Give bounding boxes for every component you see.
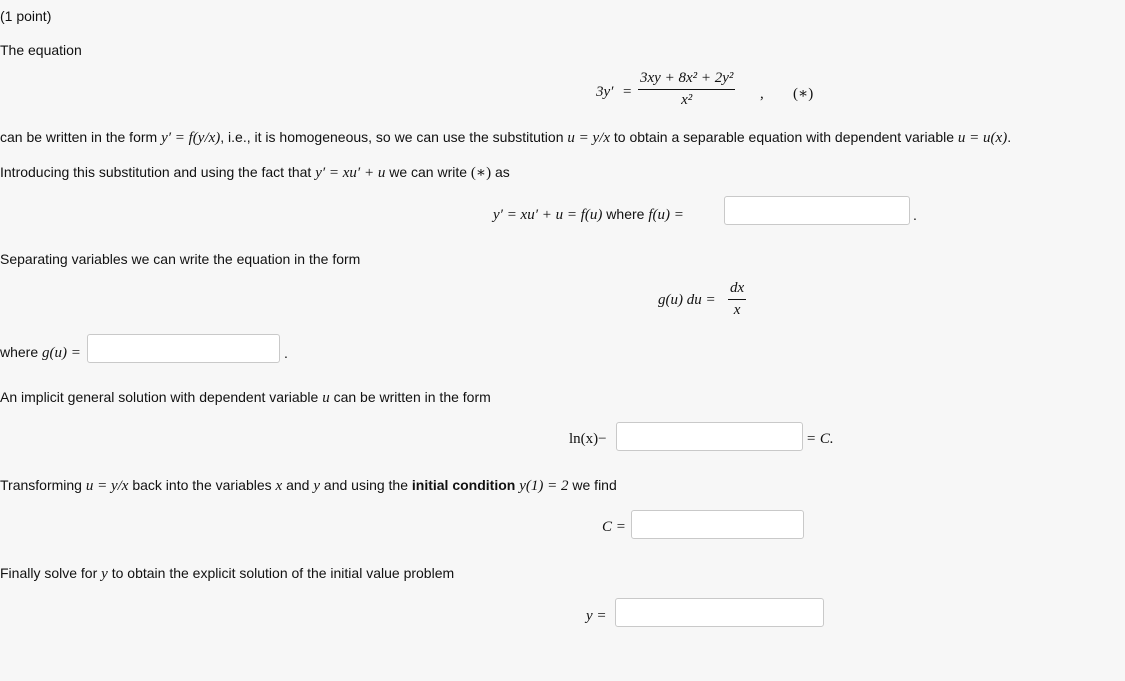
c-answer-input[interactable] xyxy=(631,510,804,539)
math-substitution: u = y/x xyxy=(85,478,129,494)
g-label: g(u) = xyxy=(42,345,81,361)
text: Introducing this substitution and using the fact that xyxy=(0,164,312,180)
text: as xyxy=(495,164,510,180)
math-u: u xyxy=(322,390,330,406)
text: where xyxy=(0,344,39,360)
dx-over-x-fraction xyxy=(728,280,746,319)
text: we can write xyxy=(389,164,468,180)
text: we find xyxy=(572,477,617,493)
math-substitution: u = y/x xyxy=(567,130,610,146)
separable-lhs: g(u) du = xyxy=(658,292,716,308)
intro-text: The equation xyxy=(0,42,82,58)
math-derivative: y′ = xu′ + u xyxy=(315,165,386,181)
implicit-answer-input[interactable] xyxy=(616,422,803,451)
text: , i.e., it is homogeneous, so we can use the substitution xyxy=(220,129,564,145)
f-row xyxy=(493,206,684,224)
c-label: C = xyxy=(602,519,626,535)
math-form: y′ = f(y/x) xyxy=(161,130,221,146)
text: Transforming xyxy=(0,477,82,493)
math-label: (∗) xyxy=(470,165,492,181)
f-period: . xyxy=(913,207,917,223)
transform-sentence xyxy=(0,477,617,495)
f-answer-input[interactable] xyxy=(724,196,910,225)
math-f-chain: y′ = xu′ + u = f(u) xyxy=(493,207,603,223)
equation-denominator: x² xyxy=(681,92,693,108)
g-row xyxy=(0,344,81,362)
equation-comma: , xyxy=(760,86,764,102)
math-y: y xyxy=(101,566,108,582)
implicit-lhs: ln(x)− xyxy=(569,431,607,447)
implicit-rhs: = C. xyxy=(806,431,834,447)
text: . xyxy=(1007,129,1012,145)
initial-condition-label: initial condition xyxy=(411,477,516,493)
text: can be written in the form xyxy=(0,129,158,145)
text: to obtain the explicit solution of the initial value problem xyxy=(111,565,455,581)
g-period: . xyxy=(284,345,288,361)
separating-text: Separating variables we can write the equation in the form xyxy=(0,251,361,267)
text: where xyxy=(606,206,645,222)
fraction-denominator: x xyxy=(733,302,741,318)
text: back into the variables xyxy=(132,477,272,493)
text: to obtain a separable equation with dependent variable xyxy=(613,129,955,145)
text: Finally solve for xyxy=(0,565,98,581)
points-label: (1 point) xyxy=(0,8,52,24)
substitution-sentence xyxy=(0,163,510,182)
equation-numerator: 3xy + 8x² + 2y² xyxy=(638,70,735,90)
f-label: f(u) = xyxy=(648,207,684,223)
equation-fraction xyxy=(638,70,735,109)
equation-label: (∗) xyxy=(793,86,814,102)
final-sentence xyxy=(0,565,454,583)
text: An implicit general solution with dependent variable xyxy=(0,389,319,405)
text: and using the xyxy=(323,477,408,493)
text: and xyxy=(286,477,310,493)
math-initial-condition: y(1) = 2 xyxy=(519,478,569,494)
fraction-numerator: dx xyxy=(728,280,746,300)
implicit-sentence xyxy=(0,389,491,407)
y-label: y = xyxy=(586,608,607,624)
text: can be written in the form xyxy=(333,389,491,405)
math-y: y xyxy=(313,478,321,494)
homogeneous-sentence xyxy=(0,129,1011,147)
math-dependent: u = u(x) xyxy=(957,130,1008,146)
g-answer-input[interactable] xyxy=(87,334,280,363)
equation-lhs: 3y′ xyxy=(596,84,614,100)
y-answer-input[interactable] xyxy=(615,598,824,627)
math-x: x xyxy=(275,478,283,494)
equation-equals: = xyxy=(623,84,632,100)
